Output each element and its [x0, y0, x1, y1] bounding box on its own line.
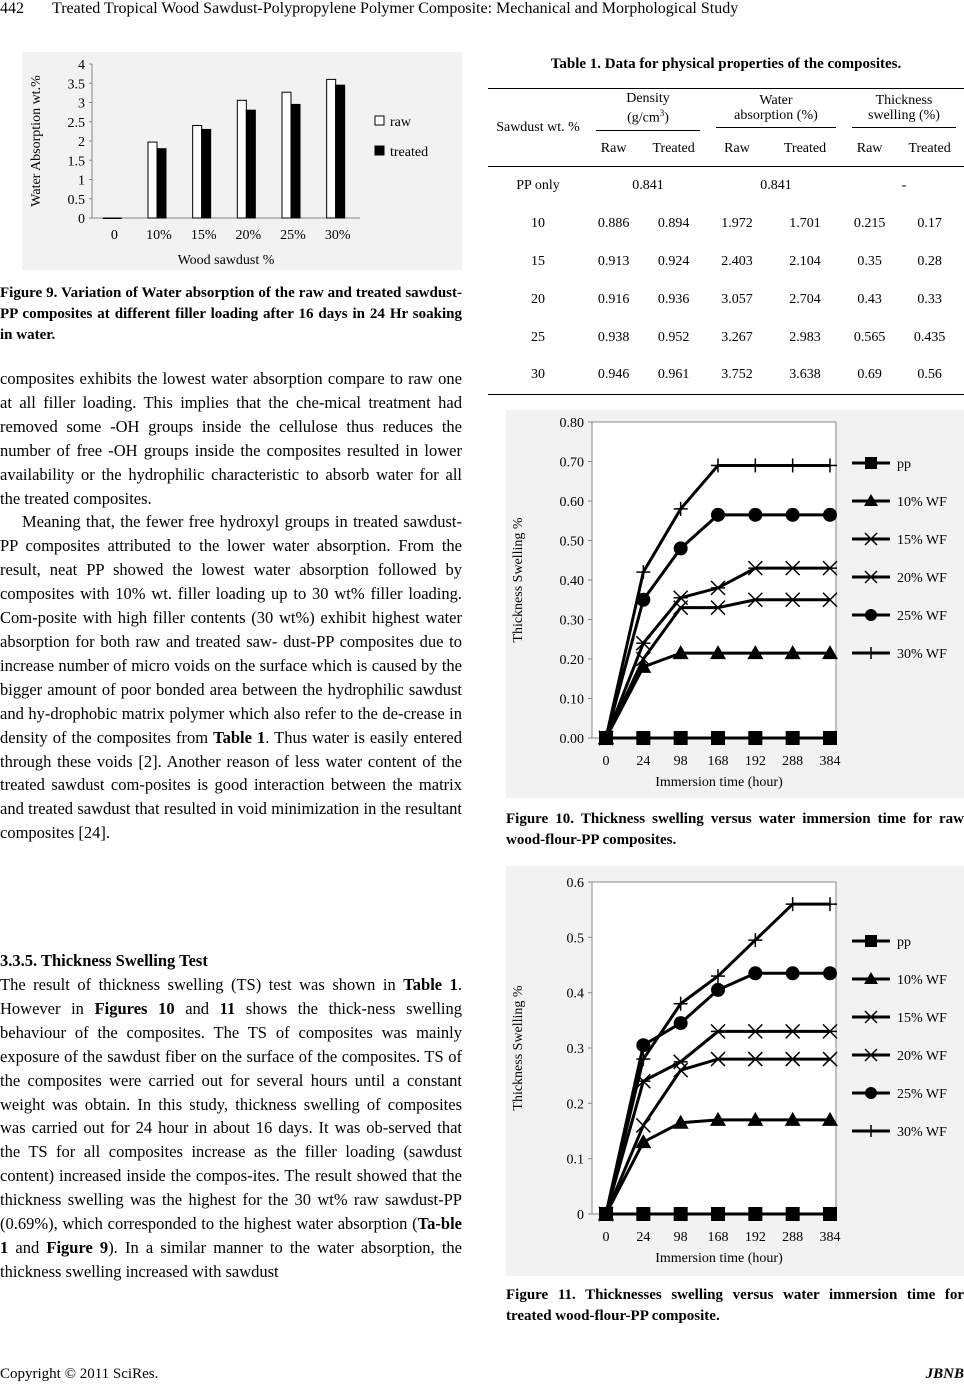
figure-10-caption: Figure 10. Thickness swelling versus water immersion time for raw wood-flour-PP composites. — [506, 811, 964, 848]
figure-reference: Figure 9 — [46, 1237, 109, 1257]
table-cell: 2.983 — [789, 329, 821, 345]
legend-label: 15% WF — [897, 533, 947, 548]
table-subheader: Treated — [766, 133, 844, 167]
marker-square — [711, 1207, 725, 1221]
table-cell: 0.28 — [917, 253, 942, 269]
bar-raw — [148, 142, 157, 218]
x-tick-label: 0 — [602, 754, 610, 769]
x-tick-label: 30% — [324, 228, 351, 243]
x-tick-label: 20% — [235, 228, 262, 243]
x-tick-label: 98 — [673, 754, 688, 769]
marker-circle — [823, 966, 837, 980]
x-tick-label: 0 — [110, 228, 118, 243]
marker-square — [711, 731, 725, 745]
table-cell: 0.924 — [657, 253, 690, 269]
paragraph: Meaning that, the fewer free hydroxyl groups in treated sawdust-PP composites attributed to the lower water absorption. From the result, neat PP showed the lowest water absorption followed by composites with 10% wt. filler loading up to 30 wt% filler loading. Com-posite with high filler contents (30 wt%) exhibit highest water absorption for both raw and treated saw- dust-PP composites due to increase number of micro voids on the surface which is caused by the bigger amount of poor bonded area between the hydrophilic sawdust and hy-drophobic matrix polymer which also refer to the de-crease in density of the composites from Table 1. Thus water is easily entered through these voids [2]. Another reason of less water content of the treated sawdust com-posites is good interaction between the matrix and treated sawdust that resulted in void minimization in the resultant composites [24]. — [0, 512, 462, 843]
table-cell: 0.69 — [844, 357, 895, 395]
y-tick-label: 0.70 — [559, 455, 584, 471]
table-cell: 3.638 — [766, 357, 844, 395]
table-subheader: Treated — [895, 133, 964, 167]
table-subheader: Raw — [844, 133, 895, 167]
marker-square — [786, 731, 800, 745]
x-tick-label: 168 — [707, 754, 729, 769]
figure-reference: Figures 10 — [94, 998, 175, 1018]
y-tick-label: 1 — [78, 173, 85, 189]
marker-square — [674, 731, 688, 745]
table-subheader: Raw — [588, 133, 639, 167]
table-cell: 0.435 — [913, 329, 946, 345]
table-row — [488, 243, 964, 281]
table-cell: 1.701 — [789, 215, 821, 231]
bar-raw — [103, 218, 112, 219]
bar-raw — [327, 79, 336, 218]
paragraph: composites exhibits the lowest water absorption compare to raw one at all filler loading. This implies that the che-mical treatment had removed some -OH groups inside the cellulose thus reduces the number of free -OH groups inside the composites resulted in lower availability or the hydrophilic characteristic to absorb water for all the treated composites. — [0, 369, 462, 508]
legend-label: raw — [390, 115, 411, 130]
table-cell: 2.403 — [721, 253, 753, 269]
x-tick-label: 15% — [190, 228, 217, 243]
legend-label: 25% WF — [897, 609, 947, 624]
marker-circle — [865, 609, 877, 621]
x-axis-label: Immersion time (hour) — [655, 775, 783, 790]
x-tick-label: 10% — [146, 228, 172, 243]
y-tick-label: 0.80 — [559, 416, 584, 431]
marker-circle — [748, 508, 762, 522]
marker-square — [636, 731, 650, 745]
legend-swatch — [375, 146, 384, 155]
marker-square — [748, 731, 762, 745]
marker-circle — [786, 966, 800, 980]
legend-label: pp — [897, 457, 911, 472]
table-cell: 0.961 — [639, 357, 708, 395]
paragraph: The result of thickness swelling (TS) test was shown in Table 1. However in Figures 10 and 11 shows the thick-ness swelling behaviour of the composites. The TS of composites was mainly exposure of the sawdust fiber on the surface of the composites. TS of the composites were carried out for several hours until a constant weight was obtain. In this study, thickness swelling of composites was carried out for 24 hour in about 16 days. It was ob-served that the TS for all composites increase as the filler loading (sawdust content) increased inside the compos-ites. The result showed that the thickness swelling was the highest for the 30 wt% raw sawdust-PP (0.69%), which corresponded to the highest water absorption (Ta-ble 1 and Figure 9). In a similar manner to the water absorption, the thickness swelling increased with sawdust — [0, 975, 463, 1281]
table-cell: 0.886 — [597, 215, 630, 231]
table-cell: 0.913 — [597, 253, 630, 269]
table-cell: 10 — [531, 215, 545, 231]
x-axis-label: Immersion time (hour) — [655, 1251, 783, 1266]
legend-label: 20% WF — [897, 1049, 947, 1064]
bar-treated — [291, 104, 300, 218]
table-reference: Table 1 — [403, 975, 458, 994]
bar-treated — [336, 85, 345, 218]
figure-11-chart — [506, 866, 964, 1276]
y-tick-label: 0.2 — [566, 1097, 584, 1113]
y-tick-label: 0.4 — [566, 986, 584, 1002]
table-header: Sawdust wt. % — [488, 89, 588, 167]
table-cell: 0.215 — [853, 215, 886, 231]
marker-square — [786, 1207, 800, 1221]
table-cell: 30 — [488, 357, 588, 395]
section-heading: 3.3.5. Thickness Swelling Test — [0, 951, 208, 970]
y-tick-label: 0.6 — [566, 876, 584, 891]
legend-label: 25% WF — [897, 1087, 947, 1102]
marker-square — [865, 935, 877, 947]
y-tick-label: 0.60 — [559, 495, 584, 510]
figure-10-chart — [506, 410, 964, 798]
x-tick-label: 0 — [602, 1230, 610, 1245]
legend-swatch — [375, 116, 384, 125]
table-cell: 3.752 — [708, 357, 766, 395]
table-reference: Ta-ble 1 — [0, 1214, 462, 1257]
y-tick-label: 0 — [577, 1208, 584, 1223]
table-cell: PP only — [516, 177, 560, 193]
table-cell: 25 — [531, 329, 545, 345]
table-1-title: Table 1. Data for physical properties of the composites. — [550, 56, 902, 72]
table-subheader: Treated — [639, 133, 708, 167]
y-tick-label: 0.50 — [559, 534, 584, 550]
figure-9-caption: Figure 9. Variation of Water absorption of the raw and treated sawdust-PP composites at different filler loading after 16 days in 24 Hr soaking in water. — [0, 285, 462, 343]
table-row — [488, 357, 964, 395]
marker-circle — [786, 508, 800, 522]
legend-label: treated — [390, 145, 429, 160]
x-tick-label: 24 — [636, 1230, 651, 1245]
y-tick-label: 3 — [78, 96, 85, 112]
table-cell: 0.938 — [597, 329, 630, 345]
y-tick-label: 2 — [78, 135, 85, 150]
bar-raw — [237, 100, 246, 218]
body-text-left — [0, 367, 462, 845]
page-number: 442 — [0, 0, 24, 17]
y-tick-label: 0.1 — [566, 1152, 584, 1168]
table-cell: 0.43 — [857, 291, 882, 307]
table-cell: 3.267 — [721, 329, 753, 345]
legend-label: 15% WF — [897, 1011, 947, 1026]
x-tick-label: 288 — [782, 1230, 804, 1245]
marker-square — [636, 1207, 650, 1221]
y-tick-label: 0.5 — [566, 931, 584, 947]
y-tick-label: 4 — [78, 58, 85, 73]
table-reference: Table 1 — [213, 727, 266, 747]
x-tick-label: 24 — [636, 754, 651, 769]
legend-label: 30% WF — [897, 1125, 947, 1140]
x-axis-label: Wood sawdust % — [177, 253, 275, 268]
marker-circle — [711, 983, 725, 997]
table-cell: 0.33 — [917, 291, 942, 307]
table-cell: 0.565 — [853, 329, 886, 345]
figure-11-caption: Figure 11. Thicknesses swelling versus water immersion time for treated wood-flour-PP composite. — [506, 1287, 964, 1324]
table-cell: 0.894 — [657, 215, 690, 231]
y-tick-label: 1.5 — [67, 154, 85, 170]
table-1 — [488, 88, 964, 395]
y-axis-label: Thickness Swelling % — [511, 985, 526, 1111]
copyright: Copyright © 2011 SciRes. — [0, 1366, 159, 1382]
table-cell: 0.841 — [632, 177, 664, 193]
marker-circle — [711, 508, 725, 522]
table-group-header: Density $(g/cm^3)$ — [588, 89, 708, 133]
y-tick-label: 0.30 — [559, 613, 584, 629]
x-tick-label: 288 — [782, 754, 804, 769]
y-tick-label: 0.5 — [67, 192, 85, 208]
table-cell: 0.56 — [895, 357, 964, 395]
y-axis-label: Water Absorption wt.% — [29, 75, 44, 207]
marker-circle — [674, 1016, 688, 1030]
y-tick-label: 0.40 — [559, 574, 584, 589]
bar-treated — [157, 149, 166, 218]
x-tick-label: 384 — [819, 1230, 841, 1245]
table-cell: 0.35 — [857, 253, 882, 269]
table-cell: 1.972 — [721, 215, 753, 231]
x-tick-label: 192 — [744, 754, 766, 769]
y-axis-label: Thickness Swelling % — [511, 517, 526, 643]
bar-raw — [282, 92, 291, 218]
table-cell: - — [901, 177, 907, 193]
table-subheader: Raw — [708, 133, 766, 167]
legend-label: 10% WF — [897, 495, 947, 510]
legend-label: 10% WF — [897, 973, 947, 988]
y-tick-label: 2.5 — [67, 115, 85, 131]
table-cell: 2.104 — [789, 253, 821, 269]
legend-label: pp — [897, 935, 911, 950]
marker-square — [823, 1207, 837, 1221]
marker-square — [823, 731, 837, 745]
y-tick-label: 0.20 — [559, 653, 584, 668]
x-tick-label: 384 — [819, 754, 841, 769]
x-tick-label: 98 — [673, 1230, 688, 1245]
running-title: Treated Tropical Wood Sawdust-Polypropylene Polymer Composite: Mechanical and Morphological Study — [52, 0, 739, 17]
table-row — [488, 281, 964, 319]
marker-circle — [748, 966, 762, 980]
marker-square — [865, 457, 877, 469]
bar-treated — [112, 218, 121, 219]
bar-raw — [193, 125, 202, 218]
table-cell: 20 — [531, 291, 545, 307]
y-tick-label: 0.3 — [566, 1042, 584, 1057]
bar-treated — [246, 110, 255, 218]
journal-name: JBNB — [925, 1366, 964, 1382]
table-row — [488, 167, 964, 205]
bar-treated — [202, 129, 211, 218]
marker-circle — [865, 1087, 877, 1099]
y-tick-label: 3.5 — [67, 77, 85, 93]
table-row — [488, 205, 964, 243]
marker-circle — [823, 508, 837, 522]
table-cell: 15 — [531, 253, 545, 269]
figure-9-chart — [22, 52, 462, 270]
table-group-header: Water absorption (%) — [708, 89, 844, 133]
table-cell: 2.704 — [789, 291, 821, 307]
table-group-header: Thickness swelling (%) — [844, 89, 964, 133]
table-cell: 3.057 — [721, 291, 753, 307]
body-text-section — [0, 973, 462, 1284]
marker-square — [748, 1207, 762, 1221]
table-cell: 0.936 — [657, 291, 690, 307]
table-cell: 0.916 — [597, 291, 630, 307]
table-row — [488, 319, 964, 357]
legend-label: 30% WF — [897, 647, 947, 662]
table-cell: 0.17 — [917, 215, 942, 231]
y-tick-label: 0.10 — [559, 692, 584, 708]
x-tick-label: 168 — [707, 1230, 729, 1245]
marker-square — [674, 1207, 688, 1221]
table-cell: 0.841 — [760, 177, 792, 193]
figure-reference: 11 — [219, 998, 236, 1018]
y-tick-label: 0.00 — [559, 732, 584, 747]
legend-label: 20% WF — [897, 571, 947, 586]
marker-circle — [674, 541, 688, 555]
x-tick-label: 192 — [744, 1230, 766, 1245]
table-cell: 0.952 — [657, 329, 690, 345]
x-tick-label: 25% — [280, 228, 306, 243]
y-tick-label: 0 — [78, 212, 85, 227]
table-cell: 0.946 — [588, 357, 639, 395]
